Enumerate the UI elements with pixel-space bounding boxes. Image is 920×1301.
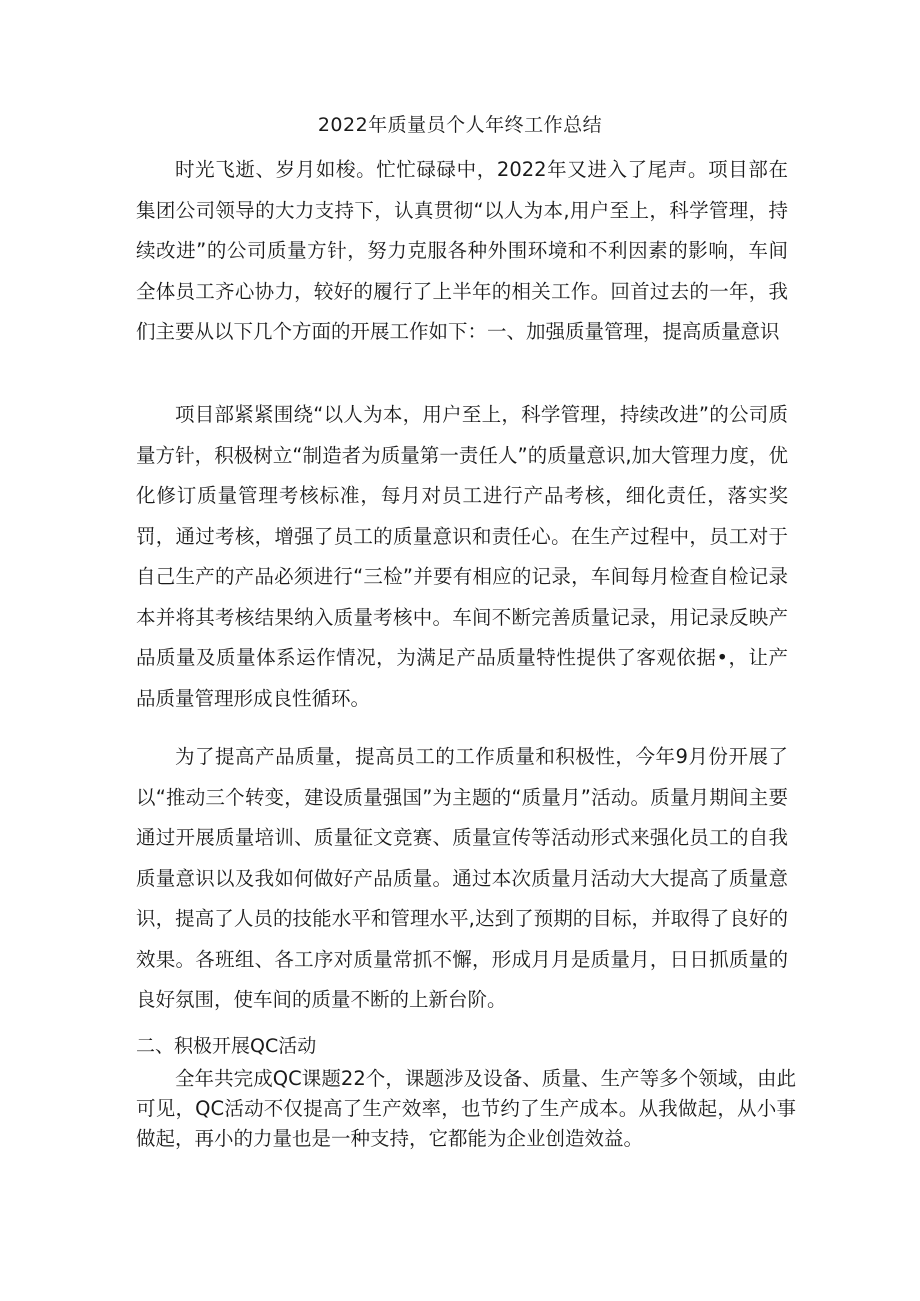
paragraph-quality-month: 为了提高产品质量，提高员工的工作质量和积极性，今年9月份开展了以“推动三个转变，建设质量强国”为主题的“质量月”活动。质量月期间主要通过开展质量培训、质量征文竞赛、质量宣传等活动形式来强化员工的自我质量意识以及我如何做好产品质量。通过本次质量月活动大大提高了质量意识，提高了人员的技能水平和管理水平,达到了预期的目标，并取得了良好的效果。各班组、各工序对质量常抓不懈，形成月月是质量月，日日抓质量的良好氛围，使车间的质量不断的上新台阶。 [136, 745, 788, 1011]
section-heading-qc: 二、积极开展QC活动 [136, 1035, 317, 1057]
paragraph-quality-policy: 项目部紧紧围绕“以人为本，用户至上，科学管理，持续改进”的公司质量方针，积极树立“制造者为质量第一责任人”的质量意识,加大管理力度，优化修订质量管理考核标准，每月对员工进行产品考核，细化责任，落实奖罚，通过考核，增强了员工的质量意识和责任心。在生产过程中，员工对于自己生产的产品必须进行“三检”并要有相应的记录，车间每月检查自检记录本并将其考核结果纳入质量考核中。车间不断完善质量记录，用记录反映产品质量及质量体系运作情况，为满足产品质量特性提供了客观依据•，让产品质量管理形成良性循环。 [136, 403, 788, 710]
paragraph-qc-activities: 全年共完成QC课题22个，课题涉及设备、质量、生产等多个领域，由此可见，QC活动不仅提高了生产效率，也节约了生产成本。从我做起，从小事做起，再小的力量也是一种支持，它都能为企业创造效益。 [136, 1067, 796, 1150]
paragraph-intro: 时光飞逝、岁月如梭。忙忙碌碌中，2022年又进入了尾声。项目部在集团公司领导的大力支持下，认真贯彻“以人为本,用户至上，科学管理，持续改进”的公司质量方针，努力克服各种外围环境和不利因素的影响，车间全体员工齐心协力，较好的履行了上半年的相关工作。回首过去的一年，我们主要从以下几个方面的开展工作如下：一、加强质量管理，提高质量意识 [136, 158, 788, 343]
document-title: 2022年质量员个人年终工作总结 [317, 114, 603, 136]
